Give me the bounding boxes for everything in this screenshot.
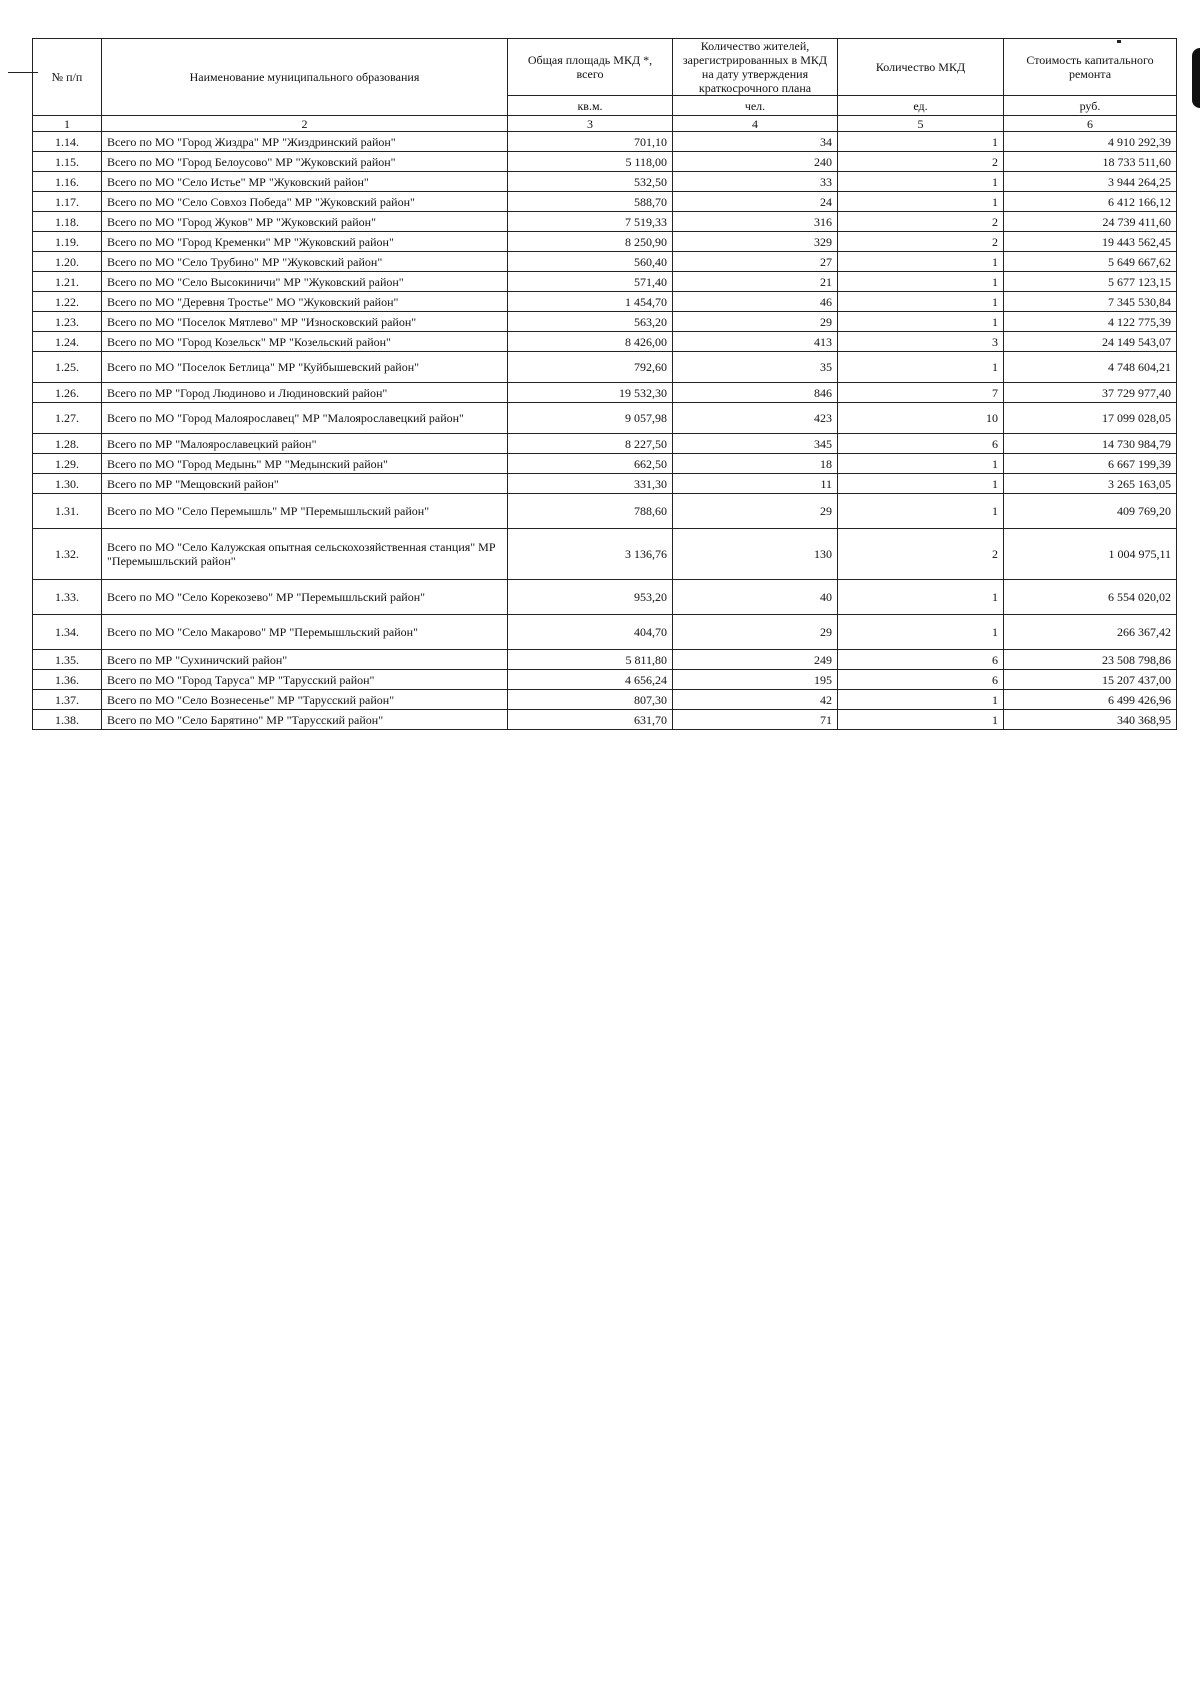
row-number: 1.34. bbox=[33, 615, 102, 650]
row-cost: 14 730 984,79 bbox=[1004, 434, 1177, 454]
row-residents: 29 bbox=[673, 494, 838, 529]
row-count: 1 bbox=[838, 272, 1004, 292]
row-area: 19 532,30 bbox=[508, 383, 673, 403]
row-name: Всего по МР "Мещовский район" bbox=[102, 474, 508, 494]
row-count: 1 bbox=[838, 252, 1004, 272]
row-number: 1.19. bbox=[33, 232, 102, 252]
row-area: 792,60 bbox=[508, 352, 673, 383]
row-cost: 23 508 798,86 bbox=[1004, 650, 1177, 670]
row-number: 1.37. bbox=[33, 690, 102, 710]
col-number: 6 bbox=[1004, 116, 1177, 132]
row-count: 2 bbox=[838, 152, 1004, 172]
row-number: 1.23. bbox=[33, 312, 102, 332]
header-cost: Стоимость капитального ремонта bbox=[1004, 39, 1177, 96]
table-row bbox=[33, 494, 1177, 529]
table-row bbox=[33, 580, 1177, 615]
row-count: 1 bbox=[838, 710, 1004, 730]
row-cost: 3 944 264,25 bbox=[1004, 172, 1177, 192]
row-area: 953,20 bbox=[508, 580, 673, 615]
row-cost: 3 265 163,05 bbox=[1004, 474, 1177, 494]
row-cost: 19 443 562,45 bbox=[1004, 232, 1177, 252]
row-area: 8 250,90 bbox=[508, 232, 673, 252]
row-residents: 240 bbox=[673, 152, 838, 172]
row-name: Всего по МО "Город Малоярославец" МР "Малоярославецкий район" bbox=[102, 403, 508, 434]
row-name: Всего по МО "Село Высокиничи" МР "Жуковский район" bbox=[102, 272, 508, 292]
row-number: 1.30. bbox=[33, 474, 102, 494]
row-cost: 24 739 411,60 bbox=[1004, 212, 1177, 232]
row-count: 1 bbox=[838, 474, 1004, 494]
row-count: 6 bbox=[838, 670, 1004, 690]
row-residents: 34 bbox=[673, 132, 838, 152]
table-row bbox=[33, 434, 1177, 454]
row-number: 1.24. bbox=[33, 332, 102, 352]
row-cost: 6 499 426,96 bbox=[1004, 690, 1177, 710]
row-number: 1.21. bbox=[33, 272, 102, 292]
col-number: 2 bbox=[102, 116, 508, 132]
row-residents: 27 bbox=[673, 252, 838, 272]
table-row bbox=[33, 272, 1177, 292]
table-row bbox=[33, 710, 1177, 730]
row-number: 1.14. bbox=[33, 132, 102, 152]
row-cost: 5 677 123,15 bbox=[1004, 272, 1177, 292]
row-cost: 15 207 437,00 bbox=[1004, 670, 1177, 690]
row-number: 1.28. bbox=[33, 434, 102, 454]
table-row bbox=[33, 650, 1177, 670]
row-residents: 40 bbox=[673, 580, 838, 615]
row-area: 5 811,80 bbox=[508, 650, 673, 670]
row-area: 807,30 bbox=[508, 690, 673, 710]
row-residents: 42 bbox=[673, 690, 838, 710]
row-number: 1.33. bbox=[33, 580, 102, 615]
row-area: 631,70 bbox=[508, 710, 673, 730]
row-name: Всего по МО "Поселок Бетлица" МР "Куйбышевский район" bbox=[102, 352, 508, 383]
unit-residents: чел. bbox=[673, 96, 838, 116]
row-count: 1 bbox=[838, 615, 1004, 650]
row-cost: 7 345 530,84 bbox=[1004, 292, 1177, 312]
row-count: 6 bbox=[838, 434, 1004, 454]
row-area: 4 656,24 bbox=[508, 670, 673, 690]
row-number: 1.26. bbox=[33, 383, 102, 403]
row-number: 1.16. bbox=[33, 172, 102, 192]
row-name: Всего по МО "Село Совхоз Победа" МР "Жуковский район" bbox=[102, 192, 508, 212]
row-number: 1.36. bbox=[33, 670, 102, 690]
row-residents: 130 bbox=[673, 529, 838, 580]
row-area: 563,20 bbox=[508, 312, 673, 332]
row-name: Всего по МО "Город Таруса" МР "Тарусский район" bbox=[102, 670, 508, 690]
row-cost: 4 122 775,39 bbox=[1004, 312, 1177, 332]
unit-cost: руб. bbox=[1004, 96, 1177, 116]
unit-count: ед. bbox=[838, 96, 1004, 116]
table-row bbox=[33, 332, 1177, 352]
row-number: 1.15. bbox=[33, 152, 102, 172]
table-row bbox=[33, 152, 1177, 172]
row-cost: 266 367,42 bbox=[1004, 615, 1177, 650]
row-count: 1 bbox=[838, 312, 1004, 332]
row-number: 1.29. bbox=[33, 454, 102, 474]
table-row bbox=[33, 212, 1177, 232]
header-residents: Количество жителей, зарегистрированных в МКД на дату утверждения краткосрочного плана bbox=[673, 39, 838, 96]
row-count: 1 bbox=[838, 352, 1004, 383]
row-count: 1 bbox=[838, 454, 1004, 474]
header-area: Общая площадь МКД *, всего bbox=[508, 39, 673, 96]
row-count: 1 bbox=[838, 192, 1004, 212]
row-residents: 29 bbox=[673, 615, 838, 650]
row-number: 1.22. bbox=[33, 292, 102, 312]
row-name: Всего по МО "Город Белоусово" МР "Жуковский район" bbox=[102, 152, 508, 172]
row-residents: 846 bbox=[673, 383, 838, 403]
header-num: № п/п bbox=[33, 39, 102, 116]
row-area: 404,70 bbox=[508, 615, 673, 650]
row-name: Всего по МО "Село Калужская опытная сельскохозяйственная станция" МР "Перемышльский район" bbox=[102, 529, 508, 580]
row-residents: 21 bbox=[673, 272, 838, 292]
row-area: 662,50 bbox=[508, 454, 673, 474]
row-area: 7 519,33 bbox=[508, 212, 673, 232]
row-name: Всего по МО "Село Вознесенье" МР "Тарусский район" bbox=[102, 690, 508, 710]
row-residents: 423 bbox=[673, 403, 838, 434]
row-area: 588,70 bbox=[508, 192, 673, 212]
header-name: Наименование муниципального образования bbox=[102, 39, 508, 116]
row-area: 532,50 bbox=[508, 172, 673, 192]
row-area: 8 227,50 bbox=[508, 434, 673, 454]
row-name: Всего по МО "Город Жуков" МР "Жуковский район" bbox=[102, 212, 508, 232]
row-residents: 345 bbox=[673, 434, 838, 454]
row-residents: 71 bbox=[673, 710, 838, 730]
row-area: 788,60 bbox=[508, 494, 673, 529]
row-name: Всего по МО "Поселок Мятлево" МР "Износковский район" bbox=[102, 312, 508, 332]
row-cost: 409 769,20 bbox=[1004, 494, 1177, 529]
col-number: 3 bbox=[508, 116, 673, 132]
col-number: 4 bbox=[673, 116, 838, 132]
row-name: Всего по МР "Малоярославецкий район" bbox=[102, 434, 508, 454]
table-row bbox=[33, 403, 1177, 434]
row-residents: 33 bbox=[673, 172, 838, 192]
row-name: Всего по МО "Село Трубино" МР "Жуковский район" bbox=[102, 252, 508, 272]
row-count: 2 bbox=[838, 529, 1004, 580]
row-residents: 329 bbox=[673, 232, 838, 252]
row-name: Всего по МО "Город Кременки" МР "Жуковский район" bbox=[102, 232, 508, 252]
row-area: 701,10 bbox=[508, 132, 673, 152]
row-cost: 17 099 028,05 bbox=[1004, 403, 1177, 434]
table-row bbox=[33, 529, 1177, 580]
row-count: 1 bbox=[838, 132, 1004, 152]
table-row bbox=[33, 292, 1177, 312]
row-cost: 6 554 020,02 bbox=[1004, 580, 1177, 615]
row-residents: 195 bbox=[673, 670, 838, 690]
capital-repair-table bbox=[32, 38, 1177, 730]
scan-edge-mark bbox=[1192, 48, 1200, 108]
row-count: 2 bbox=[838, 232, 1004, 252]
row-count: 10 bbox=[838, 403, 1004, 434]
row-residents: 316 bbox=[673, 212, 838, 232]
row-name: Всего по МР "Сухиничский район" bbox=[102, 650, 508, 670]
row-residents: 249 bbox=[673, 650, 838, 670]
row-area: 560,40 bbox=[508, 252, 673, 272]
row-area: 331,30 bbox=[508, 474, 673, 494]
row-number: 1.20. bbox=[33, 252, 102, 272]
row-count: 1 bbox=[838, 494, 1004, 529]
row-number: 1.27. bbox=[33, 403, 102, 434]
table-row bbox=[33, 690, 1177, 710]
row-number: 1.17. bbox=[33, 192, 102, 212]
row-number: 1.18. bbox=[33, 212, 102, 232]
table-row bbox=[33, 132, 1177, 152]
row-residents: 413 bbox=[673, 332, 838, 352]
row-name: Всего по МО "Город Козельск" МР "Козельский район" bbox=[102, 332, 508, 352]
row-count: 7 bbox=[838, 383, 1004, 403]
row-name: Всего по МО "Город Жиздра" МР "Жиздринский район" bbox=[102, 132, 508, 152]
row-cost: 4 748 604,21 bbox=[1004, 352, 1177, 383]
header-count: Количество МКД bbox=[838, 39, 1004, 96]
table-row bbox=[33, 670, 1177, 690]
col-number: 1 bbox=[33, 116, 102, 132]
row-count: 1 bbox=[838, 172, 1004, 192]
row-residents: 29 bbox=[673, 312, 838, 332]
row-name: Всего по МО "Село Макарово" МР "Перемышльский район" bbox=[102, 615, 508, 650]
row-count: 1 bbox=[838, 690, 1004, 710]
row-count: 6 bbox=[838, 650, 1004, 670]
row-count: 2 bbox=[838, 212, 1004, 232]
col-number: 5 bbox=[838, 116, 1004, 132]
row-cost: 1 004 975,11 bbox=[1004, 529, 1177, 580]
row-cost: 37 729 977,40 bbox=[1004, 383, 1177, 403]
row-cost: 4 910 292,39 bbox=[1004, 132, 1177, 152]
row-cost: 18 733 511,60 bbox=[1004, 152, 1177, 172]
table-row bbox=[33, 252, 1177, 272]
table-row bbox=[33, 454, 1177, 474]
row-residents: 11 bbox=[673, 474, 838, 494]
row-count: 1 bbox=[838, 292, 1004, 312]
row-area: 8 426,00 bbox=[508, 332, 673, 352]
row-name: Всего по МР "Город Людиново и Людиновский район" bbox=[102, 383, 508, 403]
table-row bbox=[33, 383, 1177, 403]
unit-area: кв.м. bbox=[508, 96, 673, 116]
table-row bbox=[33, 474, 1177, 494]
row-residents: 46 bbox=[673, 292, 838, 312]
row-name: Всего по МО "Село Истье" МР "Жуковский район" bbox=[102, 172, 508, 192]
row-area: 9 057,98 bbox=[508, 403, 673, 434]
row-name: Всего по МО "Деревня Тростье" МО "Жуковский район" bbox=[102, 292, 508, 312]
table-body bbox=[33, 132, 1177, 730]
row-cost: 6 412 166,12 bbox=[1004, 192, 1177, 212]
row-number: 1.25. bbox=[33, 352, 102, 383]
table-row bbox=[33, 172, 1177, 192]
row-count: 1 bbox=[838, 580, 1004, 615]
row-number: 1.31. bbox=[33, 494, 102, 529]
table-row bbox=[33, 615, 1177, 650]
row-count: 3 bbox=[838, 332, 1004, 352]
row-name: Всего по МО "Город Медынь" МР "Медынский район" bbox=[102, 454, 508, 474]
table-row bbox=[33, 352, 1177, 383]
row-name: Всего по МО "Село Корекозево" МР "Перемышльский район" bbox=[102, 580, 508, 615]
row-number: 1.38. bbox=[33, 710, 102, 730]
table-row bbox=[33, 312, 1177, 332]
table-row bbox=[33, 192, 1177, 212]
row-area: 3 136,76 bbox=[508, 529, 673, 580]
row-residents: 24 bbox=[673, 192, 838, 212]
row-cost: 340 368,95 bbox=[1004, 710, 1177, 730]
row-area: 1 454,70 bbox=[508, 292, 673, 312]
row-number: 1.35. bbox=[33, 650, 102, 670]
row-area: 571,40 bbox=[508, 272, 673, 292]
row-number: 1.32. bbox=[33, 529, 102, 580]
row-cost: 6 667 199,39 bbox=[1004, 454, 1177, 474]
row-name: Всего по МО "Село Перемышль" МР "Перемышльский район" bbox=[102, 494, 508, 529]
row-residents: 18 bbox=[673, 454, 838, 474]
table-row bbox=[33, 232, 1177, 252]
row-area: 5 118,00 bbox=[508, 152, 673, 172]
row-name: Всего по МО "Село Барятино" МР "Тарусский район" bbox=[102, 710, 508, 730]
row-cost: 5 649 667,62 bbox=[1004, 252, 1177, 272]
row-cost: 24 149 543,07 bbox=[1004, 332, 1177, 352]
row-residents: 35 bbox=[673, 352, 838, 383]
